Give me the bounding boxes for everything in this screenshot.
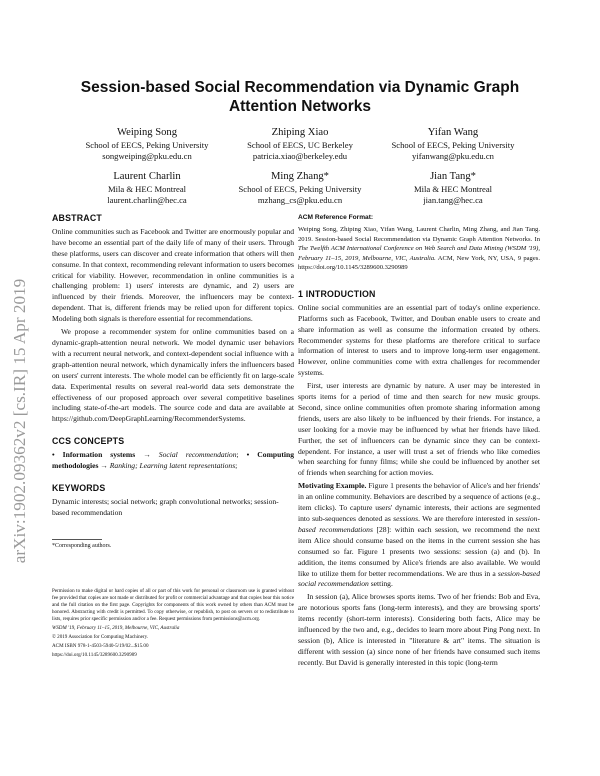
emphasis: sessions bbox=[393, 514, 419, 523]
run-in-heading: Motivating Example. bbox=[298, 481, 367, 491]
author-name: Weiping Song bbox=[116, 127, 178, 138]
intro-paragraph: First, user interests are dynamic by nature. A user may be interested in sports items for a period of time and then search for new music groups. Second, since online communities often promote sharing information among friends, users are also likely to be influenced by their friends. For instance, a user looking for a movie may be influenced by what her friends have liked. Further, the set of influencers can be dynamic since they can be context-dependent. For instance, a user will trust a set of friends who like comedies when searching for funny films; while she could be influenced by another set of friends when searching for action movies. bbox=[298, 381, 540, 478]
ccs-concept: Ranking; Learning latent representations bbox=[109, 461, 236, 471]
abstract-heading: ABSTRACT bbox=[52, 213, 102, 223]
ccs-category: • Information systems bbox=[52, 450, 136, 460]
author-block bbox=[215, 126, 385, 162]
intro-paragraph: In session (a), Alice browses sports items. Two of her friends: Bob and Eva, are notorious sports fans (long-term interests), and they are browsing sports' items recently (short-term interests). Considering both facts, Alice may be influenced by the two and, e.g., decides to learn more about Ping Pong next. In session (b), Alice is interested in "literature & art" items. The situation is different with session (a) since none of her friends have consumed such items recently. But David is generally interested in this topic (long-term bbox=[298, 592, 540, 667]
footnote-rule bbox=[52, 539, 102, 540]
author-name: Laurent Charlin bbox=[113, 171, 181, 182]
paper-title bbox=[60, 78, 540, 116]
permission-notice: Permission to make digital or hard copies of all or part of this work for personal or classroom use is granted without fee provided that copies are not made or distributed for profit or commercial advantage and that copies bear this notice and the full citation on the first page. Copyrights for components of this work owned by others than ACM must be honored. Abstracting with credit is permitted. To copy otherwise, or republish, to post on servers or to redistribute to lists, requires prior specific permission and/or a fee. Request permissions from permissions@acm.org. bbox=[52, 587, 294, 623]
text-run: setting. bbox=[368, 579, 393, 589]
isbn-line: ACM ISBN 978-1-4503-5940-5/19/02...$15.00 bbox=[52, 643, 149, 650]
emphasis: session-based social recommendation bbox=[298, 568, 540, 589]
emphasis: session-based recommendations bbox=[298, 514, 540, 534]
ccs-separator: ; bbox=[236, 450, 247, 460]
author-affiliation: School of EECS, Peking University bbox=[238, 184, 362, 194]
author-affiliation: School of EECS, Peking University bbox=[85, 140, 209, 150]
author-name: Ming Zhang* bbox=[271, 171, 329, 182]
author-block bbox=[368, 126, 538, 162]
author-email: yifanwang@pku.edu.cn bbox=[412, 151, 494, 161]
author-name: Yifan Wang bbox=[427, 127, 479, 138]
abstract-paragraph: We propose a recommender system for online communities based on a dynamic-graph-attention neural network. We model dynamic user behaviors with a recurrent neural network, and context-dependent social influence with a graph-attention neural network, which dynamically infers the influencers based on users' current interests. The whole model can be efficiently fit on large-scale data. Experimental results on several real-world data sets demonstrate the effectiveness of our proposed approach over several competitive baselines including state-of-the-art models. The source code and data are available at https://github.com/DeepGraphLearning/RecommenderSystems. bbox=[52, 327, 294, 424]
abstract-paragraph: Online communities such as Facebook and Twitter are enormously popular and have become an essential part of the daily life of many of their users. Through these platforms, users can discover and create information that others will then consume. In that context, recommending relevant information to users becomes critical for viability. However, recommendation in online communities is a challenging problem: 1) users' interests are dynamic, and 2) users are influenced by their friends. Moreover, the influencers may be context-dependent. That is, different friends may be relied upon for different topics. Modeling both signals is therefore essential for recommendations. bbox=[52, 226, 294, 324]
author-block bbox=[215, 170, 385, 206]
author-block bbox=[62, 170, 232, 206]
text-run: . We are therefore interested in bbox=[418, 514, 516, 523]
left-column bbox=[52, 213, 294, 662]
title-line-2: Attention Networks bbox=[228, 98, 372, 115]
intro-paragraph bbox=[298, 481, 540, 590]
author-affiliation: School of EECS, Peking University bbox=[391, 140, 515, 150]
conference-line: WSDM '19, February 11–15, 2019, Melbourne, VIC, Australia bbox=[52, 625, 180, 632]
footnote: *Corresponding authors. bbox=[52, 542, 112, 549]
introduction-heading: 1 INTRODUCTION bbox=[298, 288, 376, 299]
text-run: Figure 1 presents the behavior of Alice's and her friends' in an online community. Behaviors are described by a sequence of actions (e.g., item clicks). To capture users' dynamic interests, their actions are segmented into sub-sequences denoted as bbox=[298, 481, 541, 523]
author-email: laurent.charlin@hec.ca bbox=[107, 195, 187, 205]
author-affiliation: Mila & HEC Montreal bbox=[413, 184, 493, 194]
ccs-category: • Computing methodologies bbox=[52, 450, 295, 471]
keywords-text: Dynamic interests; social network; graph convolutional networks; session-based recommendation bbox=[52, 496, 279, 517]
author-name: Zhiping Xiao bbox=[271, 127, 329, 138]
copyright-line: © 2019 Association for Computing Machinery. bbox=[52, 634, 149, 641]
text-run: [28]: within each session, we recommend the next item Alice should consume based on the items in the current session she has consumed so far. Figure 1 presents two sessions: session (a) and (b). In addition, the items consumed by Alice's friends are also available. We would like to utilize them for better recommendations. We are thus in a bbox=[298, 524, 540, 578]
doi-line: https://doi.org/10.1145/3289600.3290989 bbox=[52, 652, 137, 659]
title-line-1: Session-based Social Recommendation via Dynamic Graph bbox=[80, 79, 520, 96]
intro-paragraph: Online social communities are an essential part of today's online experience. Platforms such as Facebook, Twitter, and Douban enable users to create and share information as well as consume the information created by others. Recommender systems for these platforms are therefore critical to surface information of interest to users and to improve long-term user engagement. However, online communities come with extra challenges for recommender systems. bbox=[298, 302, 540, 378]
author-block bbox=[368, 170, 538, 206]
ccs-arrow: → bbox=[98, 461, 110, 471]
acm-reference-part: ACM, New York, NY, USA, 9 pages. https://doi.org/10.1145/3289600.3290989 bbox=[298, 254, 540, 272]
author-email: jian.tang@hec.ca bbox=[423, 195, 483, 205]
right-column bbox=[298, 213, 540, 671]
ccs-text bbox=[52, 450, 294, 472]
author-name: Jian Tang* bbox=[430, 171, 476, 182]
author-email: songweiping@pku.edu.cn bbox=[102, 151, 192, 161]
ccs-heading: CCS CONCEPTS bbox=[52, 436, 125, 447]
acm-reference-part: Weiping Song, Zhiping Xiao, Yifan Wang, Laurent Charlin, Ming Zhang, and Jian Tang. 2019. Session-based Social Recommendation via Dynamic Graph Attention Networks. In bbox=[298, 225, 540, 243]
acm-reference-text bbox=[298, 225, 540, 273]
ccs-end: ; bbox=[235, 461, 238, 471]
author-email: patricia.xiao@berkeley.edu bbox=[252, 151, 348, 161]
keywords-heading: KEYWORDS bbox=[52, 482, 106, 493]
author-email: mzhang_cs@pku.edu.cn bbox=[257, 195, 343, 205]
acm-reference-heading: ACM Reference Format: bbox=[298, 214, 374, 221]
author-affiliation: School of EECS, UC Berkeley bbox=[247, 140, 353, 150]
author-block bbox=[62, 126, 232, 162]
arxiv-stamp: arXiv:1902.09362v2 [cs.IR] 15 Apr 2019 bbox=[10, 278, 29, 564]
ccs-concept: Social recommendation bbox=[158, 450, 237, 460]
author-affiliation: Mila & HEC Montreal bbox=[107, 184, 187, 194]
acm-reference-venue: The Twelfth ACM International Conference on Web Search and Data Mining (WSDM '19), February 11–15, 2019, Melbourne, VIC, Australia. bbox=[298, 245, 540, 262]
ccs-arrow: → bbox=[135, 450, 159, 460]
